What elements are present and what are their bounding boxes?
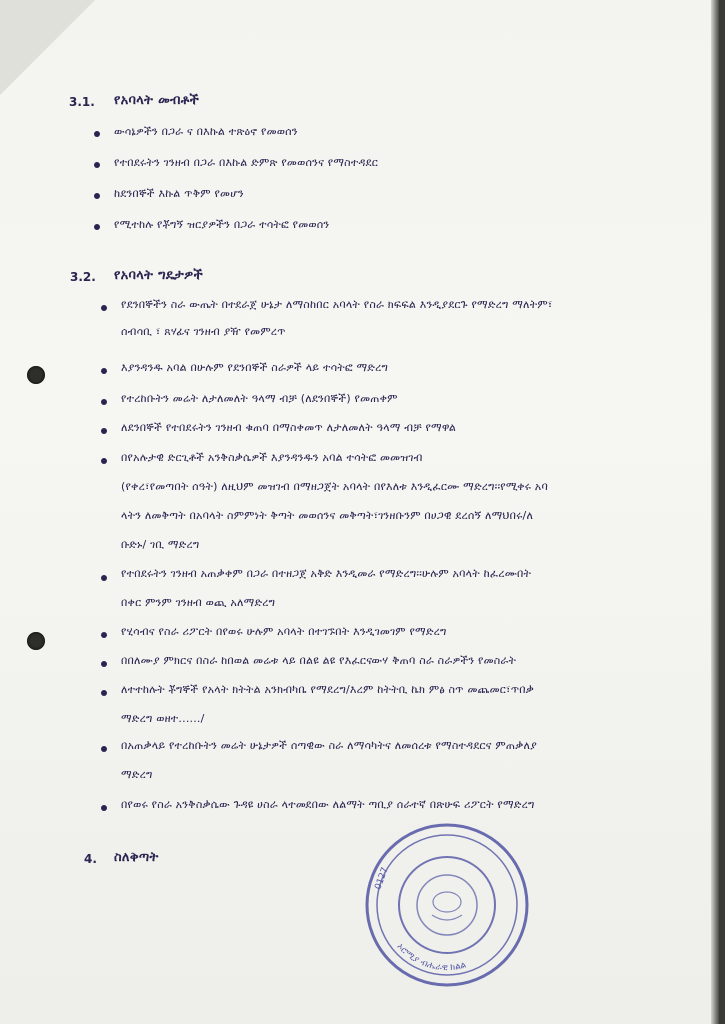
list-item-line: ማድረግ: [121, 768, 153, 781]
stamp-bottom-text: ኦሮሚያ ብሔራዊ ክልል: [394, 941, 468, 974]
list-item: ውሳኔዎችን በጋራ ና በእኩል ተጽዕኖ የመወሰን: [114, 125, 298, 138]
list-item-line: እያንዳንዱ አባል በሁሉም የደንበኞች ስራዎች ላይ ተሳትፎ ማድረግ: [121, 361, 389, 374]
list-item: የሚተከሉ የቾግኝ ዝርያዎችን በጋራ ተሳትፎ የመወሰን: [114, 218, 330, 231]
svg-text:ኦሮሚያ ብሔራዊ ክልል: [395, 942, 468, 973]
list-item-line: የደንበኞችን ስራ ውጤት በተደራጀ ሁኔታ ለማስከበር አባላት የስራ ክፍፍል እንዲያደርጉ የማድረግ ማለትም፣: [121, 298, 553, 311]
list-item-line: የተበደሩትን ገንዘብ አጠቃቀም በጋራ በተዘጋጀ አቅድ እንዲመራ የማድረግ፡፡ሁሉም አባላት ከፈረሙበት: [121, 567, 532, 580]
list-item: ከደንበኞች እኩል ጥቅም የመሆን: [114, 187, 244, 200]
section-number: 3.1.: [69, 95, 95, 109]
bullet-icon: [94, 131, 100, 137]
bullet-icon: [101, 428, 107, 434]
section-title: የአባላት ግዴታዎች: [114, 268, 204, 283]
bullet-icon: [101, 458, 107, 464]
list-item-line: በቀር ምንም ገንዘብ ወጪ አለማድረግ: [121, 596, 276, 609]
list-item-line: ለደንበኞች የተበደሩትን ገንዘብ ቁጠባ በማስቀመጥ ለታለመለት ዓላማ ብቻ የማዋል: [121, 421, 457, 434]
list-item-line: ማድረግ ወዘተ....../: [121, 712, 205, 725]
bullet-icon: [101, 399, 107, 405]
list-item: የተበደሩትን ገንዘብ በጋራ በእኩል ድምጽ የመወሰንና የማስተዳደር: [114, 156, 379, 169]
list-item-line: በየወሩ የስራ አንቅስቃሴው ጉዳዩ ሀስራ ላተመደበው ለልማት ጣቢያ ሰራተኛ በጽሁፍ ሪፖርት የማድረግ: [121, 798, 535, 811]
section-title: የአባላት መብቶች: [114, 93, 200, 108]
bullet-icon: [101, 575, 107, 581]
list-item-line: (የቀረ፣የመጣበት ሰዓት) ለዚህም መዝገብ በማዘጋጀት አባላት በየእለቱ እንዲፈርሙ ማድረግ፡፡የሚቀሩ አባ: [121, 480, 548, 493]
official-stamp-icon: [362, 820, 532, 990]
bullet-icon: [101, 805, 107, 811]
bullet-icon: [101, 368, 107, 374]
list-item-line: የተረከቡትን መሬት ለታለመለት ዓላማ ብቻ (ለደንበኞች) የመጠቀም: [121, 392, 398, 405]
section-title: ስለቅጣት: [114, 850, 159, 865]
list-item-line: በአጠቃላይ የተረከቡትን መሬት ሁኔታዎች ሰጣዊው ስራ ለማሳካትና ለመሰረቱ የማስተዳደርና ምጠቃለያ: [121, 739, 537, 752]
bullet-icon: [101, 305, 107, 311]
bullet-icon: [94, 193, 100, 199]
list-item-line: የሂሳብና የስራ ሪፖርት በየወሩ ሁሉም አባላት በተገኙበት እንዲገመገም የማድረግ: [121, 625, 447, 638]
bullet-icon: [94, 224, 100, 230]
bullet-icon: [94, 162, 100, 168]
list-item-line: ቡድኑ/ ገቢ ማድረግ: [121, 538, 200, 551]
bullet-icon: [101, 690, 107, 696]
list-item-line: ላትን ለመቅጣት በአባላት ስምምነት ቅጣት መወሰንና መቅጣት፣ገንዘቡንም በሀጋዊ ደረሰኝ ለማህበሩ/ለ: [121, 509, 534, 522]
list-item-line: በየአሉታዊ ድርጊቶች አንቅስቃሴዎች እያንዳንዱን አባል ተሳትፎ መመዝገብ: [121, 451, 423, 464]
bullet-icon: [101, 661, 107, 667]
bullet-icon: [101, 632, 107, 638]
stamp-side-text: 0127: [373, 866, 391, 892]
section-number: 4.: [84, 852, 97, 866]
bullet-icon: [101, 746, 107, 752]
list-item-line: በበለሙያ ምክርና በስራ ከበወል መሬቱ ላይ በልዩ ልዩ የእፈርናውሃ ቅጠባ ስራ ስራዎችን የመስራት: [121, 654, 517, 667]
list-item-line: ለተተከሉት ቾግኞች የአላት ክትትል አንክብካቤ የማደረግ/እረም ከትትቢ ኬክ ምፅ ስጥ መጨመር፣ጥበቃ: [121, 683, 535, 696]
list-item-line: ሰብሳቢ ፣ ጸሃፊና ገንዘብ ያዥ የመምረጥ: [121, 325, 286, 338]
section-number: 3.2.: [70, 270, 96, 284]
